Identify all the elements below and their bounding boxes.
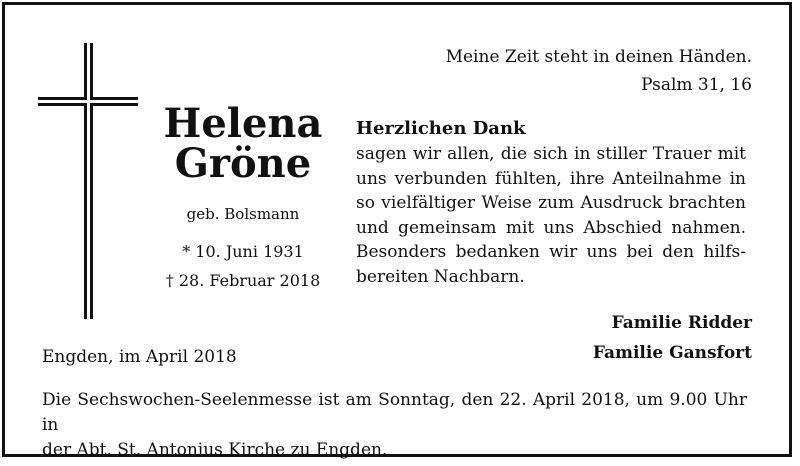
thanks-line: bereiten Nachbarn. — [356, 266, 525, 287]
death-date: † 28. Februar 2018 — [165, 271, 321, 290]
cross-icon — [38, 43, 138, 319]
thanks-line: sagen wir allen, die sich in stiller Trauer mit — [356, 144, 746, 164]
thanks-text — [356, 142, 746, 289]
thanks-line: so vielfältiger Weise zum Ausdruck brachten — [356, 193, 746, 213]
notice-line: Die Sechswochen-Seelenmesse ist am Sonntag, den 22. April 2018, um 9.00 Uhr in — [42, 390, 747, 435]
place-date: Engden, im April 2018 — [42, 347, 237, 367]
deceased-name — [148, 100, 338, 187]
thanks-line: uns verbunden fühlten, ihre Anteilnahme in — [356, 168, 746, 189]
family-gansfort: Familie Gansfort — [592, 343, 752, 363]
thanks-line: Besonders bedanken wir uns bei den hilfs- — [356, 242, 746, 262]
first-name: Helena — [163, 100, 323, 147]
birth-name: geb. Bolsmann — [186, 205, 300, 223]
thanks-line: und gemeinsam mit uns Abschied nahmen. — [356, 217, 746, 238]
mass-notice — [42, 388, 747, 463]
psalm-reference: Psalm 31, 16 — [641, 75, 752, 95]
last-name: Gröne — [174, 140, 312, 187]
motto-text: Meine Zeit steht in deinen Händen. — [445, 47, 752, 67]
family-ridder: Familie Ridder — [611, 313, 752, 333]
notice-line: der Abt. St. Antonius Kirche zu Engden. — [42, 440, 388, 460]
birth-date: * 10. Juni 1931 — [182, 242, 304, 261]
thanks-title: Herzlichen Dank — [356, 118, 526, 139]
